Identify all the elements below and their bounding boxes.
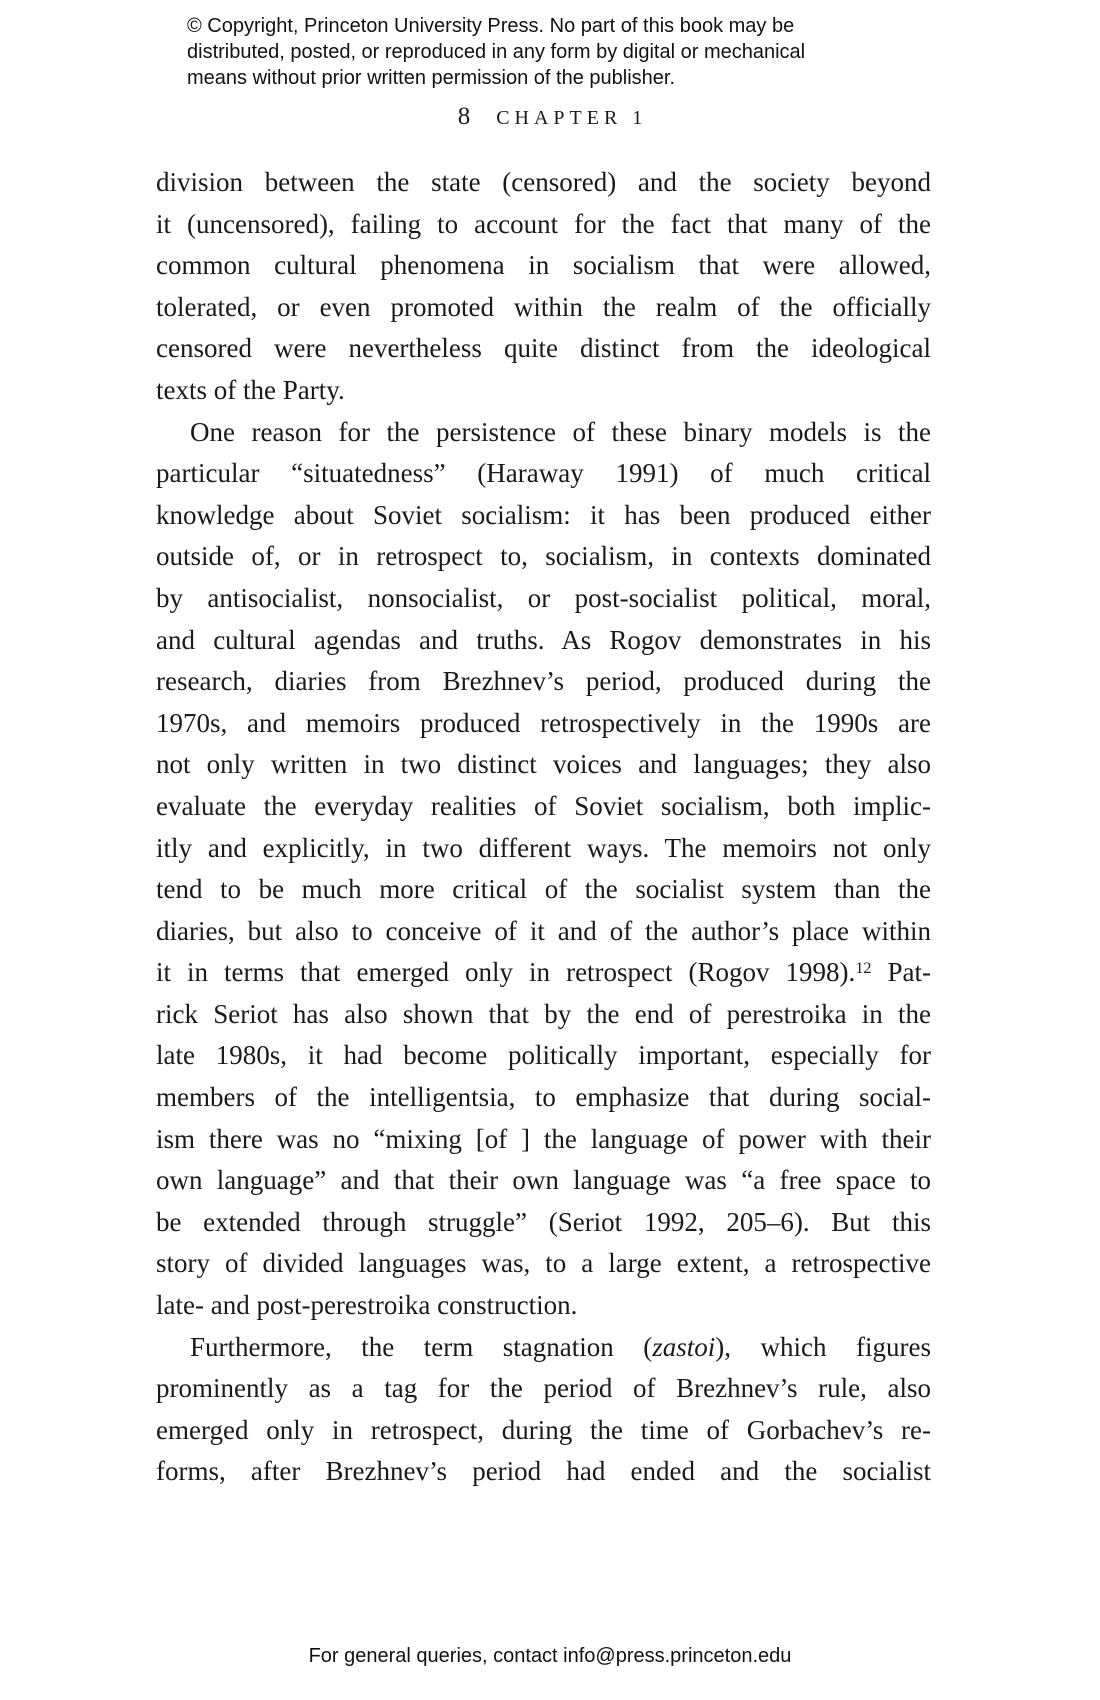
text-line: [156, 1035, 931, 1077]
text-segment: One reason for the persistence of these binary models is the: [190, 416, 931, 447]
text-segment: research, diaries from Brezhnev’s period, produced during the: [156, 666, 931, 697]
text-line: [156, 1160, 931, 1202]
text-segment: knowledge about Soviet socialism: it has been produced either: [156, 499, 931, 530]
text-line: [156, 328, 931, 370]
text-line: [156, 1119, 931, 1161]
text-line: [156, 536, 931, 578]
text-segment: story of divided languages was, to a large extent, a retrospective: [156, 1248, 931, 1279]
text-line: [156, 1202, 931, 1244]
text-segment: be extended through struggle” (Seriot 1992, 205–6). But this: [156, 1206, 931, 1237]
text-line: [156, 1410, 931, 1452]
text-segment: late 1980s, it had become politically important, especially for: [156, 1040, 931, 1071]
text-line: [156, 994, 931, 1036]
italic-term: zastoi: [652, 1331, 716, 1362]
text-segment: particular “situatedness” (Haraway 1991) of much critical: [156, 458, 931, 489]
text-line: [156, 204, 931, 246]
text-line: [156, 370, 931, 412]
text-segment: tend to be much more critical of the socialist system than the: [156, 874, 931, 905]
text-segment: common cultural phenomena in socialism that were allowed,: [156, 250, 931, 281]
text-segment: itly and explicitly, in two different ways. The memoirs not only: [156, 832, 932, 863]
text-segment: not only written in two distinct voices and languages; they also: [156, 749, 931, 780]
copyright-line: means without prior written permission of the publisher.: [187, 67, 676, 89]
text-segment: own language” and that their own language was “a free space to: [156, 1165, 932, 1196]
text-line: [156, 162, 931, 204]
copyright-line: © Copyright, Princeton University Press. No part of this book may be: [187, 15, 795, 37]
text-segment: evaluate the everyday realities of Soviet socialism, both implic-: [156, 790, 931, 821]
copyright-notice: [187, 13, 805, 91]
text-segment: rick Seriot has also shown that by the end of perestroika in the: [156, 998, 931, 1029]
text-line: [156, 578, 931, 620]
footnote-reference: 12: [855, 959, 872, 978]
text-segment: texts of the Party.: [156, 374, 345, 405]
text-line: [156, 412, 931, 454]
text-line: [156, 1368, 931, 1410]
text-line: [156, 453, 931, 495]
text-line: [156, 495, 931, 537]
text-segment: diaries, but also to conceive of it and of the author’s place within: [156, 915, 931, 946]
text-segment: emerged only in retrospect, during the time of Gorbachev’s re-: [156, 1414, 931, 1445]
text-segment: Furthermore, the term stagnation (: [190, 1331, 653, 1362]
text-segment: ism there was no “mixing [of ] the language of power with their: [156, 1123, 932, 1154]
footer-contact: For general queries, contact info@press.princeton.edu: [308, 1645, 792, 1667]
text-line: [156, 828, 931, 870]
text-line: [156, 1451, 931, 1493]
chapter-label: CHAPTER 1: [496, 107, 648, 129]
text-segment: by antisocialist, nonsocialist, or post-socialist political, moral,: [156, 582, 931, 613]
text-line: [156, 1327, 931, 1369]
text-line: [156, 1077, 931, 1119]
text-segment: Pat-: [871, 957, 932, 988]
text-segment: it (uncensored), failing to account for the fact that many of the: [156, 208, 931, 239]
text-segment: members of the intelligentsia, to emphasize that during social-: [156, 1082, 931, 1113]
text-segment: and cultural agendas and truths. As Rogov demonstrates in his: [156, 624, 932, 655]
text-segment: outside of, or in retrospect to, socialism, in contexts dominated: [156, 541, 932, 572]
page-number: 8: [457, 103, 471, 130]
text-line: [156, 620, 931, 662]
copyright-line: distributed, posted, or reproduced in any form by digital or mechanical: [187, 41, 806, 63]
text-line: [156, 911, 931, 953]
text-line: [156, 869, 931, 911]
text-segment: tolerated, or even promoted within the realm of the officially: [156, 291, 931, 322]
text-segment: division between the state (censored) and the society beyond: [156, 167, 931, 197]
body-text: [156, 162, 931, 1493]
running-header: [0, 103, 1100, 131]
text-segment: it in terms that emerged only in retrospect (Rogov 1998).: [156, 957, 856, 988]
text-line: [156, 287, 931, 329]
text-line: [156, 744, 931, 786]
text-line: [156, 661, 931, 703]
text-line: [156, 786, 931, 828]
text-segment: forms, after Brezhnev’s period had ended and the socialist: [156, 1456, 931, 1487]
text-segment: 1970s, and memoirs produced retrospectively in the 1990s are: [156, 707, 931, 738]
text-line: [156, 1285, 931, 1327]
text-line: [156, 1243, 931, 1285]
text-segment: prominently as a tag for the period of Brezhnev’s rule, also: [156, 1373, 931, 1404]
text-line: [156, 245, 931, 287]
text-segment: late- and post-perestroika construction.: [156, 1290, 578, 1321]
text-line: [156, 703, 931, 745]
text-segment: censored were nevertheless quite distinct from the ideological: [156, 333, 931, 364]
text-segment: ), which figures: [715, 1331, 932, 1362]
text-line: [156, 952, 931, 994]
